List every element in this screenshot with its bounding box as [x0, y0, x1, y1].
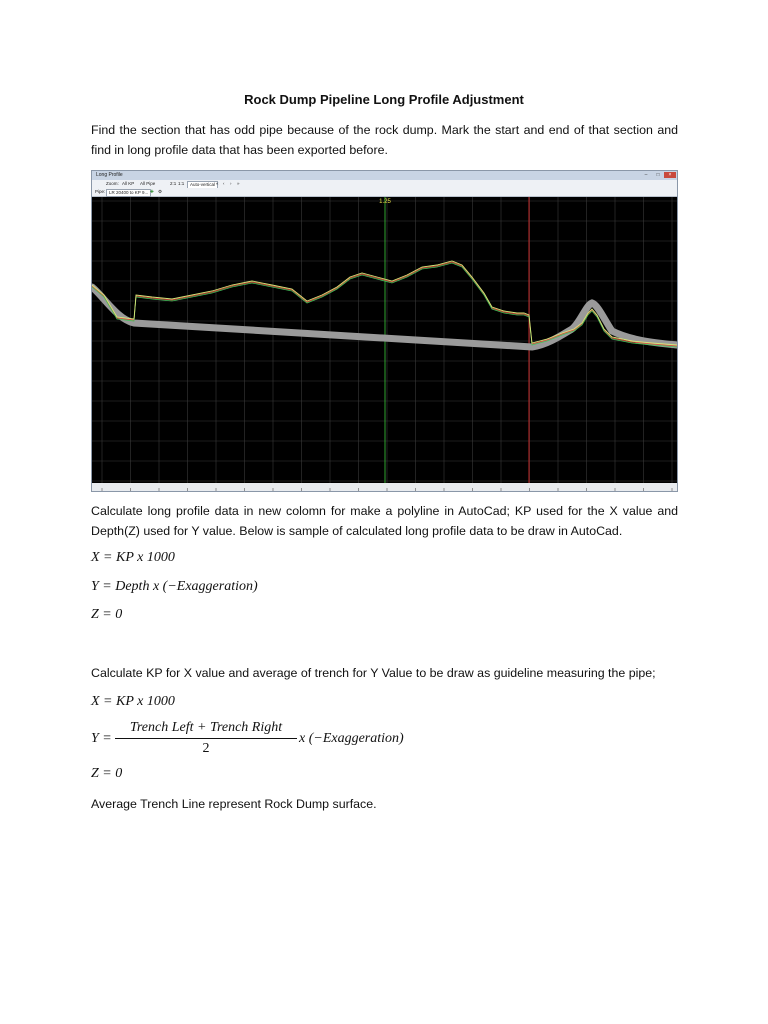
- document-title: Rock Dump Pipeline Long Profile Adjustment: [244, 92, 524, 107]
- toolbar-zoom: [92, 180, 677, 188]
- fraction-denominator: 2: [202, 741, 210, 756]
- nav-prev-icon[interactable]: ‹: [223, 181, 225, 186]
- equation-z: Z = 0: [91, 607, 123, 622]
- long-profile-plot[interactable]: [92, 197, 677, 483]
- toolbar-pipe: [92, 188, 677, 197]
- add-icon[interactable]: ✚: [150, 189, 154, 194]
- paragraph-rock-dump: Average Trench Line represent Rock Dump surface.: [91, 797, 377, 811]
- equation-trench-y-lhs: Y =: [91, 731, 112, 746]
- equation-trench-y-fraction: [115, 720, 297, 757]
- paragraph-find-section: Find the section that has odd pipe because of the rock dump. Mark the start and end of that section and find in long profile data that has been exported before.: [91, 123, 678, 157]
- marker-label: 1.25: [379, 199, 391, 205]
- window-title: Long Profile: [96, 172, 123, 178]
- long-profile-screenshot: [91, 170, 678, 492]
- minimize-icon[interactable]: –: [644, 172, 648, 178]
- nav-first-icon[interactable]: «: [216, 181, 219, 186]
- fraction-numerator: Trench Left + Trench Right: [115, 720, 297, 739]
- equation-y: Y = Depth x (−Exaggeration): [91, 579, 258, 594]
- pipe-filter-select[interactable]: All Pipe: [140, 181, 156, 186]
- kp-axis: [92, 483, 677, 491]
- kp-axis-ticks: [92, 488, 677, 496]
- nav-last-icon[interactable]: »: [237, 181, 240, 186]
- pipe-label: Pipe:: [95, 189, 106, 194]
- zoom-select[interactable]: All KP: [122, 181, 135, 186]
- zoom-label: Zoom:: [106, 181, 119, 186]
- maximize-icon[interactable]: □: [656, 172, 660, 178]
- nav-next-icon[interactable]: ›: [230, 181, 232, 186]
- equation-trench-z: Z = 0: [91, 766, 123, 781]
- ratio-1-1-button[interactable]: 1:1: [178, 181, 185, 186]
- equation-trench-x: X = KP x 1000: [91, 694, 175, 709]
- equation-x: X = KP x 1000: [91, 550, 175, 565]
- equation-trench-y-rhs: x (−Exaggeration): [299, 731, 404, 746]
- window-titlebar: [92, 171, 677, 180]
- close-icon[interactable]: ×: [664, 172, 676, 178]
- paragraph-calc-long-profile: Calculate long profile data in new colomn for make a polyline in AutoCad; KP used for the X value and Depth(Z) used for Y value. Below is sample of calculated long profile data to be draw in AutoCad.: [91, 504, 678, 538]
- auto-vertical-button[interactable]: Auto-vertical: [187, 181, 218, 189]
- paragraph-calc-trench: Calculate KP for X value and average of trench for Y Value to be draw as guideline measuring the pipe;: [91, 666, 656, 680]
- pipe-select[interactable]: LR 20400 to KP 9...: [106, 189, 151, 197]
- settings-icon[interactable]: ⚙: [158, 189, 163, 194]
- ratio-2-1-button[interactable]: 2:1: [170, 181, 177, 186]
- plot-canvas: [92, 197, 677, 483]
